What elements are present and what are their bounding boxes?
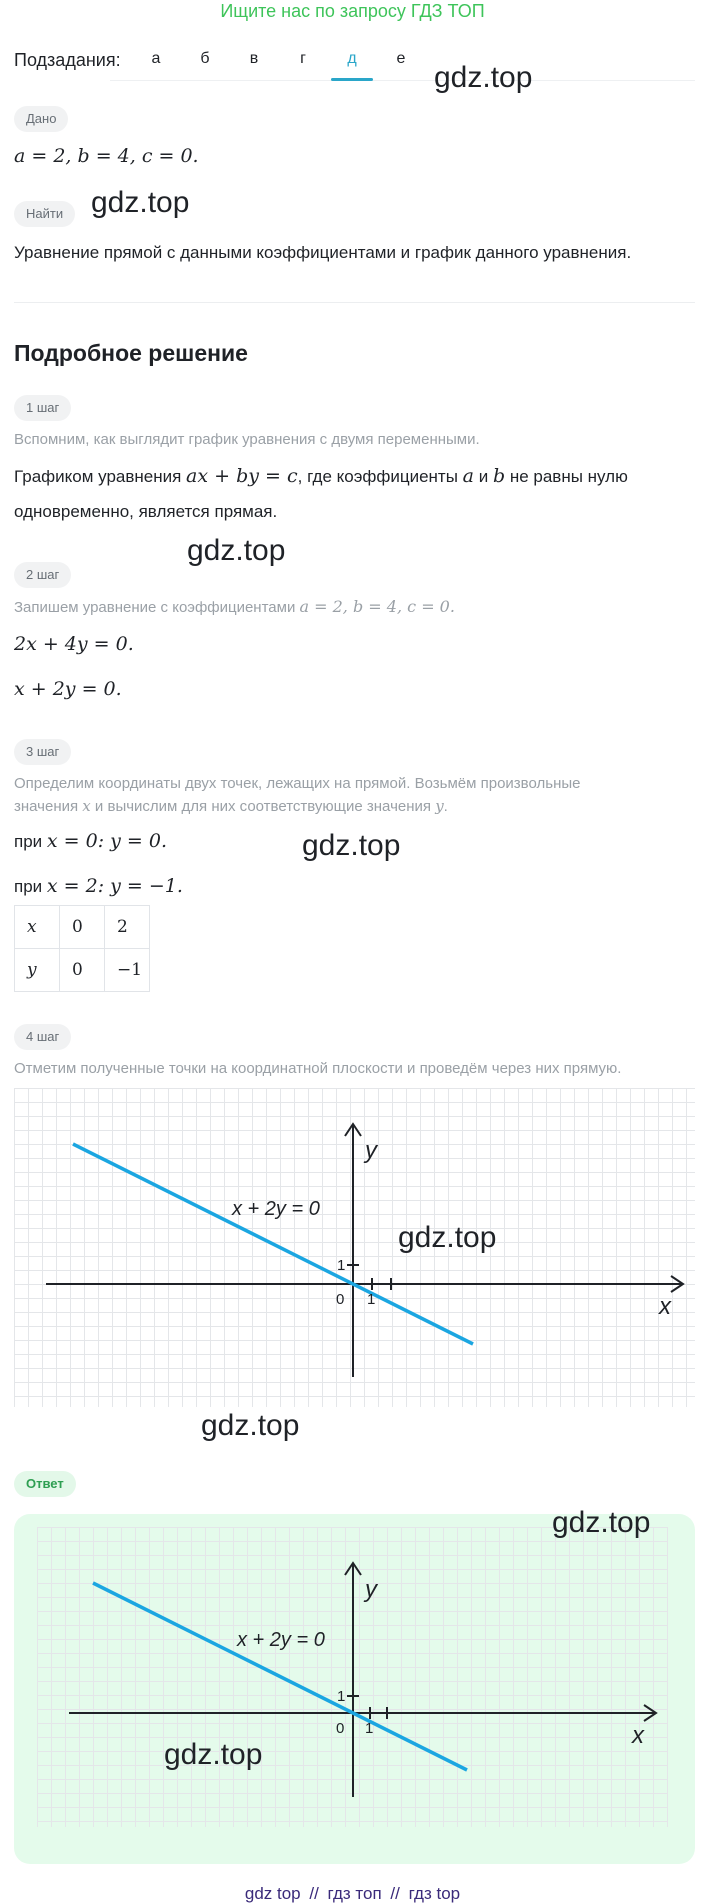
table-cell: 0 xyxy=(60,906,105,949)
answer-graph xyxy=(37,1527,668,1827)
watermark: gdz.top xyxy=(434,61,533,94)
step3-note-c: . xyxy=(443,798,448,815)
footer-separator: // xyxy=(309,1884,319,1903)
table-cell: x xyxy=(15,906,60,949)
search-banner[interactable]: Ищите нас по запросу ГДЗ ТОП xyxy=(220,1,485,21)
step3-note-line1: Определим координаты двух точек, лежащих на прямой. Возьмём произвольные xyxy=(14,775,581,792)
given-formula: a = 2, b = 4, c = 0. xyxy=(14,145,199,167)
y-axis-label: y xyxy=(365,1137,377,1164)
step3-row2-prefix: при xyxy=(14,877,47,896)
table-cell: 0 xyxy=(60,949,105,992)
table-row xyxy=(15,949,150,992)
table-cell: −1 xyxy=(105,949,150,992)
step2-equation-1: 2x + 4y = 0. xyxy=(14,633,134,655)
step2-note xyxy=(14,596,455,619)
active-tab-indicator xyxy=(331,78,373,81)
step1-pill: 1 шаг xyxy=(14,395,71,421)
tab-b[interactable]: б xyxy=(200,50,210,67)
tab-g[interactable]: г xyxy=(300,50,306,67)
watermark: gdz.top xyxy=(164,1738,263,1771)
solution-title: Подробное решение xyxy=(14,340,248,366)
footer-link[interactable]: gdz top xyxy=(244,1884,301,1903)
grid xyxy=(14,1088,695,1407)
step2-pill: 2 шаг xyxy=(14,562,71,588)
step3-note-line2 xyxy=(14,795,448,818)
find-pill: Найти xyxy=(14,201,75,227)
footer-link[interactable]: гдз top xyxy=(408,1884,461,1903)
step1-text-a: Графиком уравнения xyxy=(14,467,187,486)
watermark: gdz.top xyxy=(552,1506,651,1539)
values-table xyxy=(14,905,150,992)
table-row xyxy=(15,906,150,949)
footer-separator: // xyxy=(390,1884,400,1903)
step1-and: и xyxy=(473,467,493,486)
step1-text-c: не равны нулю xyxy=(505,467,628,486)
step3-row1-math: x = 0: y = 0. xyxy=(46,830,167,852)
step2-note-text: Запишем уравнение с коэффициентами xyxy=(14,599,300,616)
step2-note-math: a = 2, b = 4, c = 0. xyxy=(299,597,455,616)
step1-line2: одновременно, является прямая. xyxy=(14,502,278,521)
footer-link[interactable]: гдз топ xyxy=(327,1884,382,1903)
equation-label: x + 2y = 0 xyxy=(232,1198,320,1220)
equation-label: x + 2y = 0 xyxy=(237,1629,325,1651)
table-cell: y xyxy=(15,949,60,992)
watermark: gdz.top xyxy=(398,1221,497,1254)
find-text: Уравнение прямой с данными коэффициентами и график данного уравнения. xyxy=(14,243,632,262)
step3-pill: 3 шаг xyxy=(14,739,71,765)
tick-label-y: 1 xyxy=(337,1257,346,1274)
step3-row1-prefix: при xyxy=(14,832,47,851)
watermark: gdz.top xyxy=(302,829,401,862)
origin-label: 0 xyxy=(336,1720,345,1737)
given-pill: Дано xyxy=(14,106,68,132)
footer-links xyxy=(0,1884,705,1904)
subtasks-label: Подзадания: xyxy=(14,50,121,70)
x-axis-label: x xyxy=(632,1722,644,1749)
step3-row2 xyxy=(14,874,183,899)
step4-pill: 4 шаг xyxy=(14,1024,71,1050)
tab-a[interactable]: а xyxy=(151,50,161,67)
step2-equation-2: x + 2y = 0. xyxy=(14,678,122,700)
tab-v[interactable]: в xyxy=(249,50,259,67)
coordinate-graph xyxy=(14,1088,695,1407)
section-divider xyxy=(14,302,695,303)
step3-note-b: и вычислим для них соответствующие значения xyxy=(90,798,436,815)
tick-label-x: 1 xyxy=(365,1720,374,1737)
x-axis-label: x xyxy=(659,1293,671,1320)
step1-var-a: a xyxy=(462,465,474,487)
step3-note-a: значения xyxy=(14,798,83,815)
tick-label-x: 1 xyxy=(367,1291,376,1308)
step1-var-b: b xyxy=(492,465,506,487)
step4-note: Отметим полученные точки на координатной плоскости и проведём через них прямую. xyxy=(14,1060,622,1077)
step3-row1 xyxy=(14,829,167,854)
step3-row2-math: x = 2: y = −1. xyxy=(46,875,183,897)
step1-line1 xyxy=(14,464,628,489)
origin-label: 0 xyxy=(336,1291,345,1308)
step1-equation: ax + by = c xyxy=(186,465,298,487)
y-axis-label: y xyxy=(365,1576,377,1603)
answer-pill: Ответ xyxy=(14,1471,76,1497)
tab-d[interactable]: д xyxy=(347,50,357,67)
watermark: gdz.top xyxy=(201,1409,300,1442)
step3-note-x: x xyxy=(82,797,91,815)
step3-note-y: y xyxy=(435,797,444,815)
step1-text-b: , где коэффициенты xyxy=(297,467,463,486)
tabs-divider xyxy=(110,80,695,81)
watermark: gdz.top xyxy=(187,534,286,567)
table-cell: 2 xyxy=(105,906,150,949)
step1-note: Вспомним, как выглядит график уравнения с двумя переменными. xyxy=(14,431,480,448)
tab-e[interactable]: е xyxy=(396,50,406,67)
watermark: gdz.top xyxy=(91,186,190,219)
tick-label-y: 1 xyxy=(337,1688,346,1705)
